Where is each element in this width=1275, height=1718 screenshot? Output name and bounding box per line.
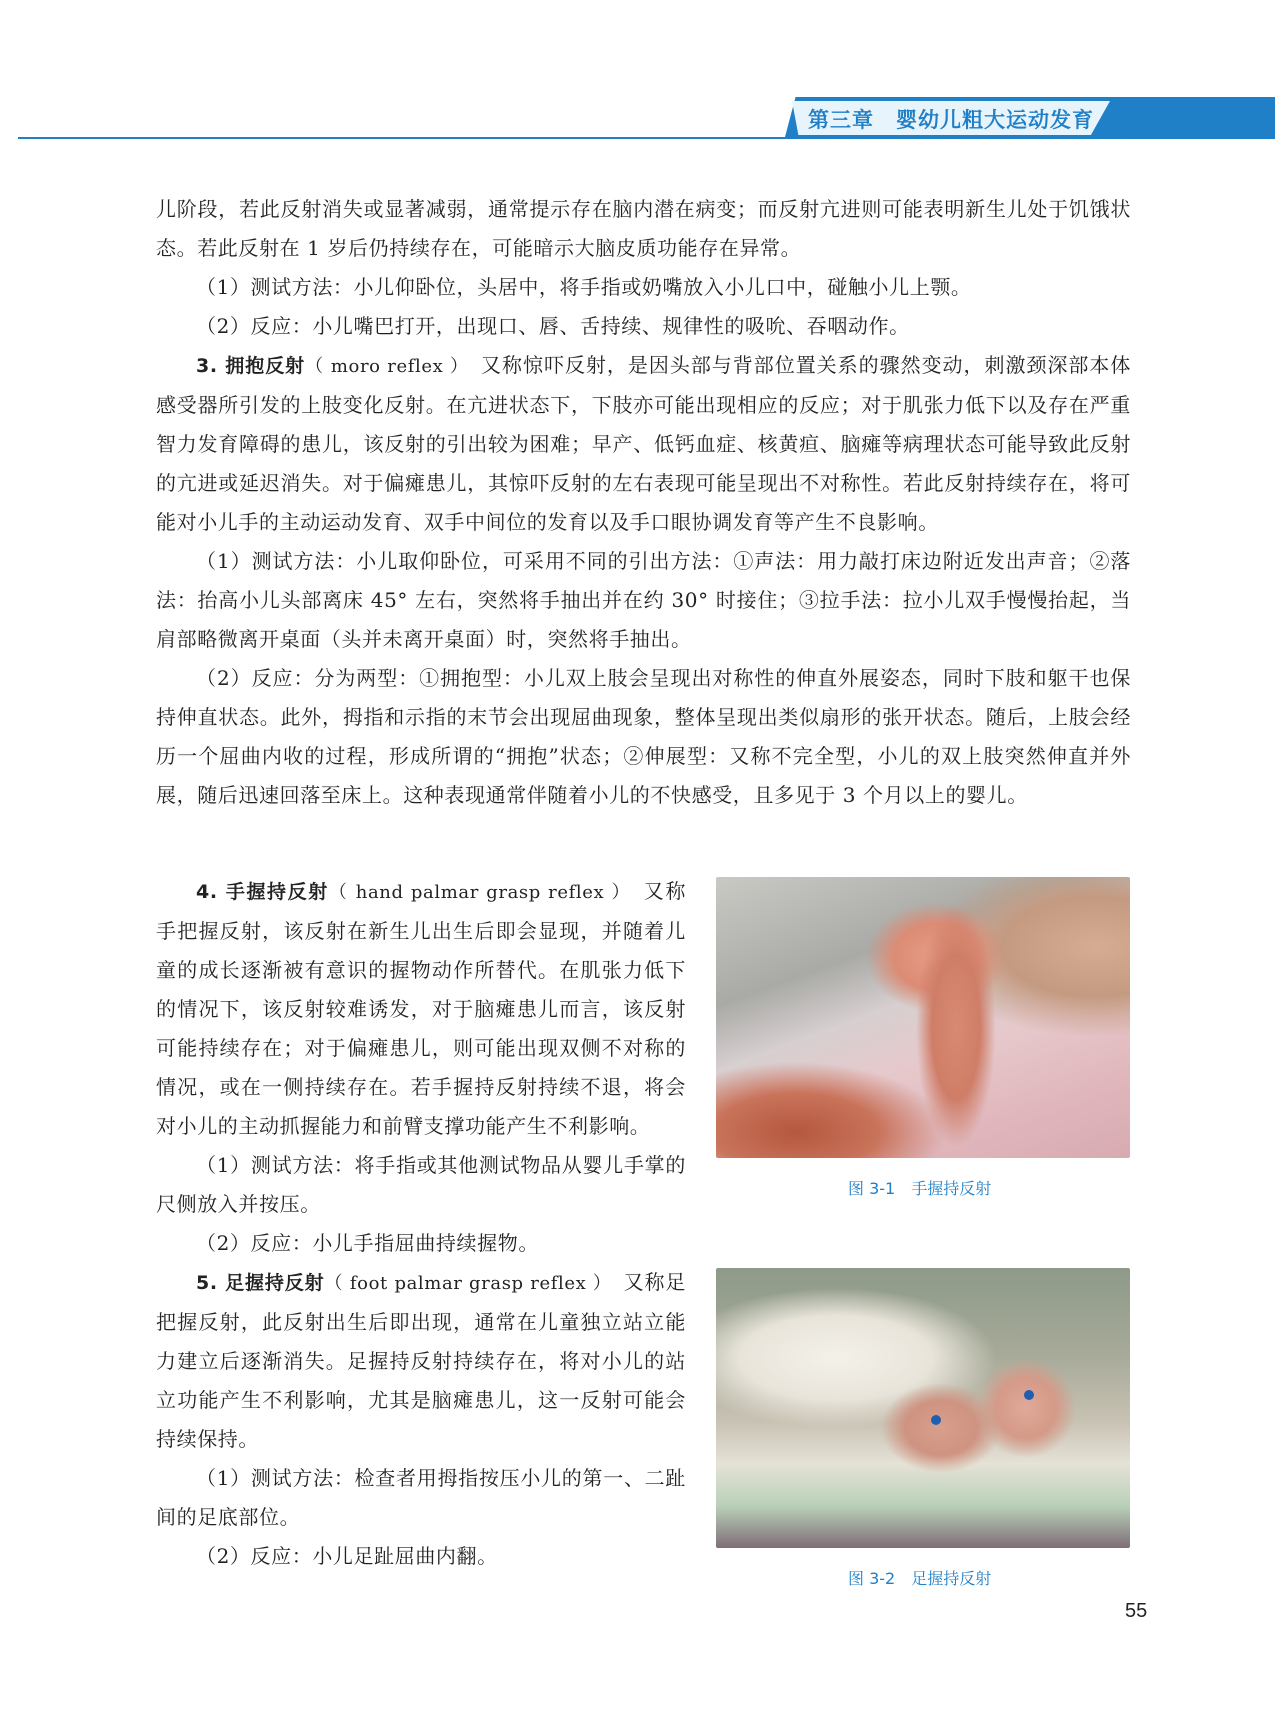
section-title: 3. 拥抱反射 [196,355,306,377]
figure-caption: 图 3-1 手握持反射 [848,1179,992,1198]
foot-grasp-paragraph [156,1263,686,1459]
hand-grasp-paragraph [156,872,686,1146]
figure-foot-grasp-photo [716,1268,1130,1548]
paragraph: 儿阶段，若此反射消失或显著减弱，通常提示存在脑内潜在病变；而反射亢进则可能表明新生儿处于饥饿状态。若此反射在 1 岁后仍持续存在，可能暗示大脑皮质功能存在异常。 [156,197,1131,260]
section-title: 4. 手握持反射 [196,881,329,903]
section-body: 又称足把握反射，此反射出生后即出现，通常在儿童独立站立能力建立后逐渐消失。足握持反射持续存在，将对小儿的站立功能产生不利影响，尤其是脑瘫患儿，这一反射可能会持续保持。 [156,1270,686,1451]
paragraph: （2）反应：小儿足趾屈曲内翻。 [196,1544,498,1568]
chapter-title: 第三章 婴幼儿粗大运动发育 [808,108,1094,132]
section-body: 又称手把握反射，该反射在新生儿出生后即会显现，并随着儿童的成长逐渐被有意识的握物动作所替代。在肌张力低下的情况下，该反射较难诱发，对于脑瘫患儿而言，该反射可能持续存在；对于偏瘫患儿，则可能出现双侧不对称的情况，或在一侧持续存在。若手握持反射持续不退，将会对小儿的主动抓握能力和前臂支撑功能产生不利影响。 [156,879,686,1138]
section-title: 5. 足握持反射 [196,1272,325,1294]
paragraph: （1）测试方法：将手指或其他测试物品从婴儿手掌的尺侧放入并按压。 [156,1153,686,1216]
figure-hand-grasp-photo [716,877,1130,1158]
section-english: （ moro reflex ） [305,356,461,377]
paragraph: （2）反应：小儿嘴巴打开，出现口、唇、舌持续、规律性的吸吮、吞咽动作。 [196,314,910,338]
paragraph: （2）反应：小儿手指屈曲持续握物。 [196,1231,539,1255]
top-text-block [156,190,1131,815]
paragraph: （1）测试方法：检查者用拇指按压小儿的第一、二趾间的足底部位。 [156,1466,686,1529]
section-english: （ hand palmar grasp reflex ） [328,882,623,903]
moro-paragraph [156,346,1131,542]
hand-grasp-block [156,872,686,1576]
section-body: 又称惊吓反射，是因头部与背部位置关系的骤然变动，刺激颈深部本体感受器所引发的上肢变化反射。在亢进状态下，下肢亦可能出现相应的反应；对于肌张力低下以及存在严重智力发育障碍的患儿，该反射的引出较为困难；早产、低钙血症、核黄疸、脑瘫等病理状态可能导致此反射的亢进或延迟消失。对于偏瘫患儿，其惊吓反射的左右表现可能呈现出不对称性。若此反射持续存在，将可能对小儿手的主动运动发育、双手中间位的发育以及手口眼协调发育等产生不良影响。 [156,353,1131,534]
header-rule [18,137,1275,139]
paragraph: （1）测试方法：小儿仰卧位，头居中，将手指或奶嘴放入小儿口中，碰触小儿上颚。 [196,275,972,299]
marker-dot [1024,1390,1034,1400]
paragraph: （2）反应：分为两型：①拥抱型：小儿双上肢会呈现出对称性的伸直外展姿态，同时下肢和躯干也保持伸直状态。此外，拇指和示指的末节会出现屈曲现象，整体呈现出类似扇形的张开状态。随后，上肢会经历一个屈曲内收的过程，形成所谓的“拥抱”状态；②伸展型：又称不完全型，小儿的双上肢突然伸直并外展，随后迅速回落至床上。这种表现通常伴随着小儿的不快感受，且多见于 3 个月以上的婴儿。 [156,666,1131,807]
figure-caption: 图 3-2 足握持反射 [848,1569,992,1588]
paragraph: （1）测试方法：小儿取仰卧位，可采用不同的引出方法：①声法：用力敲打床边附近发出声音；②落法：抬高小儿头部离床 45° 左右，突然将手抽出并在约 30° 时接住；③拉手法：拉小儿双手慢慢抬起，当肩部略微离开桌面（头并未离开桌面）时，突然将手抽出。 [156,549,1131,651]
marker-dot [931,1415,941,1425]
page-number: 55 [1125,1600,1148,1622]
section-english: （ foot palmar grasp reflex ） [324,1273,603,1294]
header-bar [1125,97,1275,137]
